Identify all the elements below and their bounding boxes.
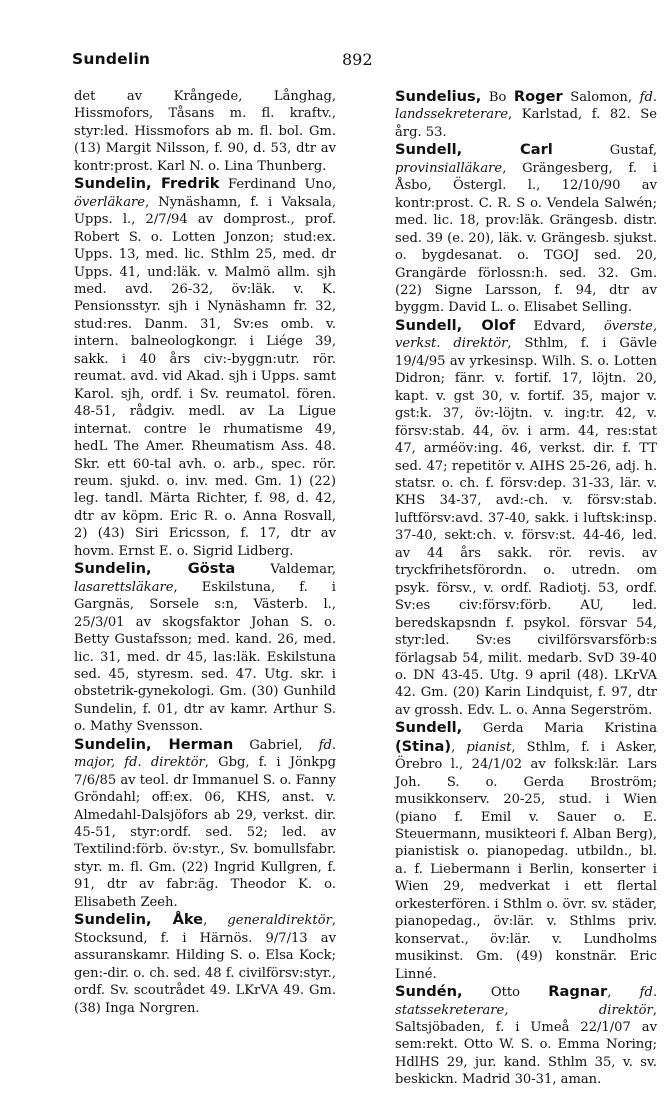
entry-given-names: Ferdinand Uno, [219,177,336,193]
entry-given-names: , [451,739,467,755]
entry-body: , Eskilstuna, f. i Gargnäs, Sorsele s:n, Västerb. l., 25/3/01 av skogsfaktor Johan S. o. Betty Gustafsson; med. kand. 26, med. lic. 31, med. dr 45, las:läk. Eskilstuna sed. 45, styresm. sed. 47. Utg. skr. i obstetrik-gynekologi. Gm. (30) Gunhild Sundelin, f. 01, dtr av kamr. Arthur S. o. Mathy Svensson. [74,579,336,735]
entry-headword-calling-name: (Stina) [395,737,452,755]
entry-headword: Sundén, [395,983,463,1001]
entry-herman-sundelin [74,736,336,912]
page-number: 892 [342,50,373,69]
entry-olof-sundell [395,317,657,719]
entry-headword: Sundelin, Gösta [74,560,236,578]
entry-headword-calling-name: Roger [513,88,563,105]
entry-title: pianist [466,739,512,755]
entry-given-names: Gabriel, [233,737,319,753]
entry-headword: Sundelin, Åke [74,911,204,929]
entry-headword: Sundell, Olof [395,316,516,334]
entry-body: , Nynäshamn, f. i Vaksala, Upps. l., 2/7/94 av domprost., prof. Robert S. o. Lotten Jonzon; stud:ex. Upps. 13, med. lic. Sthlm 25, med. dr Upps. 41, und:läk. v. Malmö allm. sjh med. avd. 26-32, öv:läk. v. K. Pensionsstyr. sjh i Nynäshamn fr. 32, stud:res. Danm. 31, Sv:es omb. v. intern. balneologkongr. i Liége 39, sakk. i 40 års civ:-byggn:utr. rör. reumat. avd. vid Akad. sjh i Upps. samt Karol. sjh, ordf. i Sv. reumatol. fören. 48-51, rådgiv. medl. av La Ligue internat. contre le rhumatisme 49, hedL The Amer. Rheumatism Ass. 48. Skr. ett 60-tal avh. o. arb., spec. rör. reum. sjukd. o. inv. med. Gm. 1) (22) leg. tandl. Märta Richter, f. 98, d. 42, dtr av köpm. Eric R. o. Anna Rosvall, 2) (43) Siri Ericsson, f. 17, dtr av hovm. Ernst E. o. Sigrid Lidberg. [74,194,336,559]
entry-ragnar-sunden [395,983,657,1089]
entry-body: , Sthlm, f. i Gävle 19/4/95 av yrkesinsp. Wilh. S. o. Lotten Didron; fänr. v. fortif. 17, löjtn. 20, kapt. v. gst 30, v. fortif. 35, major v. gst:k. 37, öv:-löjtn. v. ing:tr. 42, v. försv:stab. 44, öv. i arm. 44, res:stat 47, arméöv:ing. 46, verkst. dir. f. TT sed. 47; repetitör v. AIHS 25-26, adj. h. statsr. o. ch. f. försv:dep. 31-33, lär. v. KHS 34-37, avd:-ch. v. försv:stab. luftförsv:avd. 37-40, sakk. i luftsk:insp. 37-40, sekt:ch. v. försv:st. 44-46, led. av 44 års sakk. rör. revis. av tryckfrihetsförordn. o. utredn. om psyk. försv., v. ordf. Radiotj. 53, ordf. Sv:es civ:försv:förb. AU, led. beredskapsndn f. psykol. försvar 54, styr:led. Sv:es civilförsvarsförb:s förlagsab 54, milit. medarb. SvD 39-40 o. DN 43-45. Utg. 9 april (48). LKrVA 42. Gm. (20) Karin Lindquist, f. 97, dtr av grossh. Edv. L. o. Anna Segerström. [395,336,658,718]
entry-given-names: , [203,913,228,929]
entry-headword: Sundell, [395,719,463,737]
entry-headword: Sundelin, Fredrik [74,175,220,193]
entry-title: generaldirektör [227,913,332,929]
entry-ake-sundelin [74,911,336,1017]
entry-title: överläkare [74,194,146,210]
entry-carl-sundell [395,141,657,317]
entry-body: , Karlstad, f. 82. Se årg. 53. [395,107,657,140]
entry-given-names: Gerda Maria Kristina [462,721,657,737]
entry-fredrik-sundelin [74,175,336,560]
entry-given-names: Valdemar, [235,562,337,578]
entry-title: provinsialläkare [395,160,503,176]
entry-title: fd. major, fd. direktör [74,737,336,771]
continued-entry-text: det av Krångede, Långhag, Hissmofors, Tåsans m. fl. kraftv., styr:led. Hissmofors ab m. fl. bol. Gm. (13) Margit Nilsson, f. 90, d. 53, dtr av kontr:prost. Karl N. o. Lina Thunberg. [74,89,336,174]
entry-bo-roger-sundelius [395,88,657,141]
entry-given-names: Otto [462,985,549,1001]
entry-given-names: Edvard, [515,318,604,334]
entry-title: fd. statssekreterare, direktör [395,985,658,1018]
entry-body: , Saltsjöbaden, f. i Umeå 22/1/07 av sem:rekt. Otto W. S. o. Emma Noring; HdlHS 29, jur. kand. Sthlm 35, v. sv. beskickn. Madrid 30-31, aman. [395,1002,657,1088]
entry-title: överste, verkst. direktör [395,318,657,352]
entry-title: lasarettsläkare [74,579,174,595]
entry-given-names: Salomon, [562,90,640,105]
entry-headword-calling-name: Ragnar [548,983,608,1001]
entry-body: , Stocksund, f. i Härnös. 9/7/13 av assuranskamr. Hilding S. o. Elsa Kock; gen:-dir. o. ch. sed. 48 f. civilförsv:styr., ordf. Sv. scoutrådet 49. LKrVA 49. Gm. (38) Inga Norgren. [74,913,336,1016]
entry-given-names: Gustaf, [552,143,657,159]
entry-headword: Sundell, Carl [395,141,553,159]
entry-gosta-sundelin [74,560,336,736]
entry-body: , Grängesberg, f. i Åsbo, Östergl. l., 12/10/90 av kontr:prost. C. R. S o. Vendela Salwén; med. lic. 18, prov:läk. Grängesb. distr. sed. 39 (e. 20), läk. v. Grängesb. sjukst. o. bygdesanat. o. TGOJ sed. 20, Grangärde förlossn:h. sed. 32. Gm. (22) Signe Larsson, f. 94, dtr av byggm. David L. o. Elisabet Selling. [395,160,657,316]
entry-headword: Sundelius, [395,88,482,105]
running-head-name: Sundelin [72,50,151,68]
entry-headword: Sundelin, Herman [74,735,234,753]
entry-given-names: , [607,985,640,1001]
left-column [74,88,336,1017]
entry-given-names: Bo [481,90,514,105]
right-column [395,88,657,1089]
entry-stina-sundell [395,719,657,983]
entry-body: , Sthlm, f. i Asker, Örebro l., 24/1/02 av folksk:lär. Lars Joh. S. o. Gerda Broström; musikkonserv. 20-25, stud. i Wien (piano f. Emil v. Sauer o. E. Steuermann, musikteori f. Alban Berg), pianistisk o. pianopedag. utbildn., bl. a. f. Liebermann i Berlin, konserter i Wien 29, medverkat i ett flertal orkesterfören. i Sthlm o. övr. sv. städer, pianopedag., öv:lär. v. Sthlms priv. konservat., öv:lär. v. Lundholms musikinst. Gm. (49) konstnär. Eric Linné. [395,739,658,982]
entry-title: fd. landssekreterare [395,90,657,123]
running-head [72,50,642,74]
entry-body: , Gbg, f. i Jönkpg 7/6/85 av teol. dr Immanuel S. o. Fanny Gröndahl; off:ex. 06, KHS, anst. v. Almedahl-Dalsjöfors ab 29, verkst. dir. 45-51, styr:ordf. sed. 52; led. av Textilind:förb. öv:styr., Sv. bomullsfabr. styr. m. fl. Gm. (22) Ingrid Kullgren, f. 91, dtr av fabr:äg. Theodor K. o. Elisabeth Zeeh. [74,755,336,910]
